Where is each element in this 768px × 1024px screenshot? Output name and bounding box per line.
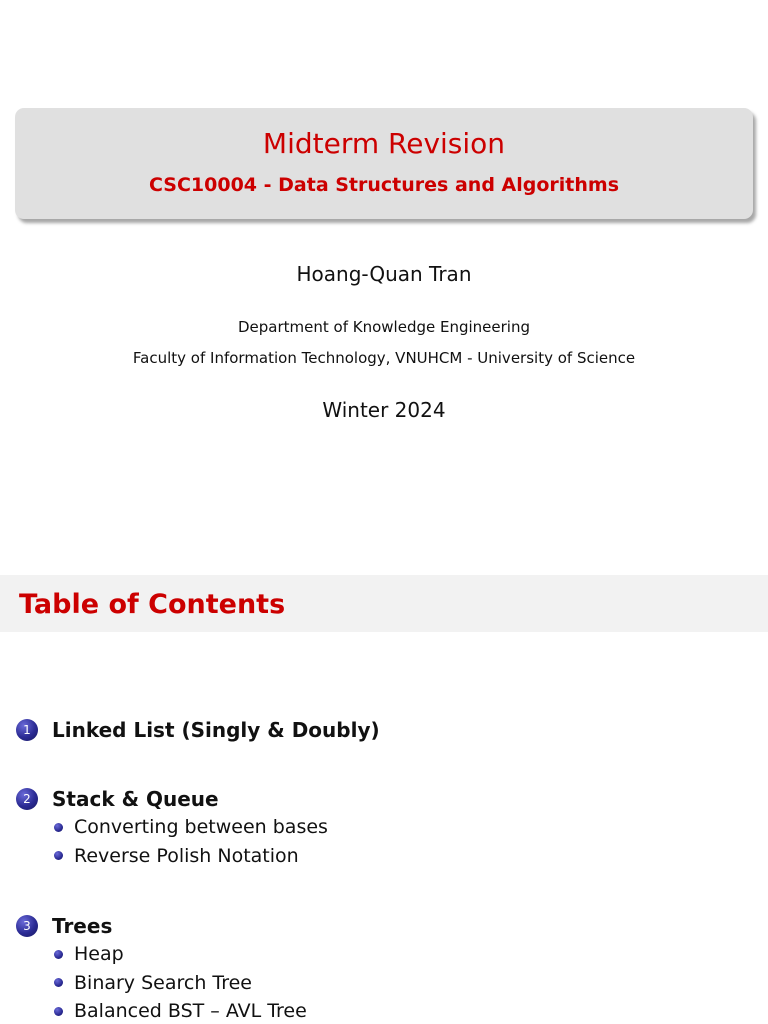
term-date: Winter 2024	[322, 398, 446, 422]
subsection-item[interactable]	[16, 997, 307, 1024]
subsection-list	[16, 813, 328, 870]
subsection-list	[16, 940, 307, 1024]
toc-section-2[interactable]	[16, 785, 328, 870]
subsection-label: Converting between bases	[74, 816, 328, 839]
bullet-icon	[54, 950, 63, 959]
subsection-label: Balanced BST – AVL Tree	[74, 1000, 307, 1023]
toc-section-3[interactable]	[16, 912, 307, 1024]
faculty-name: Faculty of Information Technology, VNUHCM - University of Science	[132, 349, 636, 367]
subsection-label: Binary Search Tree	[74, 971, 252, 994]
presentation-title: Midterm Revision	[262, 127, 506, 160]
toc-title: Table of Contents	[19, 589, 286, 620]
section-number-icon: 2	[16, 788, 38, 810]
department-name: Department of Knowledge Engineering	[238, 318, 530, 336]
toc-section-1[interactable]	[16, 716, 380, 744]
subsection-label: Reverse Polish Notation	[74, 844, 299, 867]
bullet-icon	[54, 851, 63, 860]
subsection-label: Heap	[74, 943, 124, 966]
bullet-icon	[54, 1007, 63, 1016]
bullet-icon	[54, 823, 63, 832]
section-label: Trees	[52, 914, 113, 938]
section-number-icon: 1	[16, 719, 38, 741]
subsection-item[interactable]	[16, 969, 307, 998]
subsection-item[interactable]	[16, 940, 307, 969]
section-label: Linked List (Singly & Doubly)	[52, 718, 380, 742]
title-box	[15, 108, 753, 219]
subsection-item[interactable]	[16, 813, 328, 842]
section-label: Stack & Queue	[52, 787, 219, 811]
section-number-icon: 3	[16, 915, 38, 937]
author-name: Hoang-Quan Tran	[296, 262, 472, 286]
bullet-icon	[54, 978, 63, 987]
course-subtitle: CSC10004 - Data Structures and Algorithms	[149, 174, 619, 196]
subsection-item[interactable]	[16, 842, 328, 871]
